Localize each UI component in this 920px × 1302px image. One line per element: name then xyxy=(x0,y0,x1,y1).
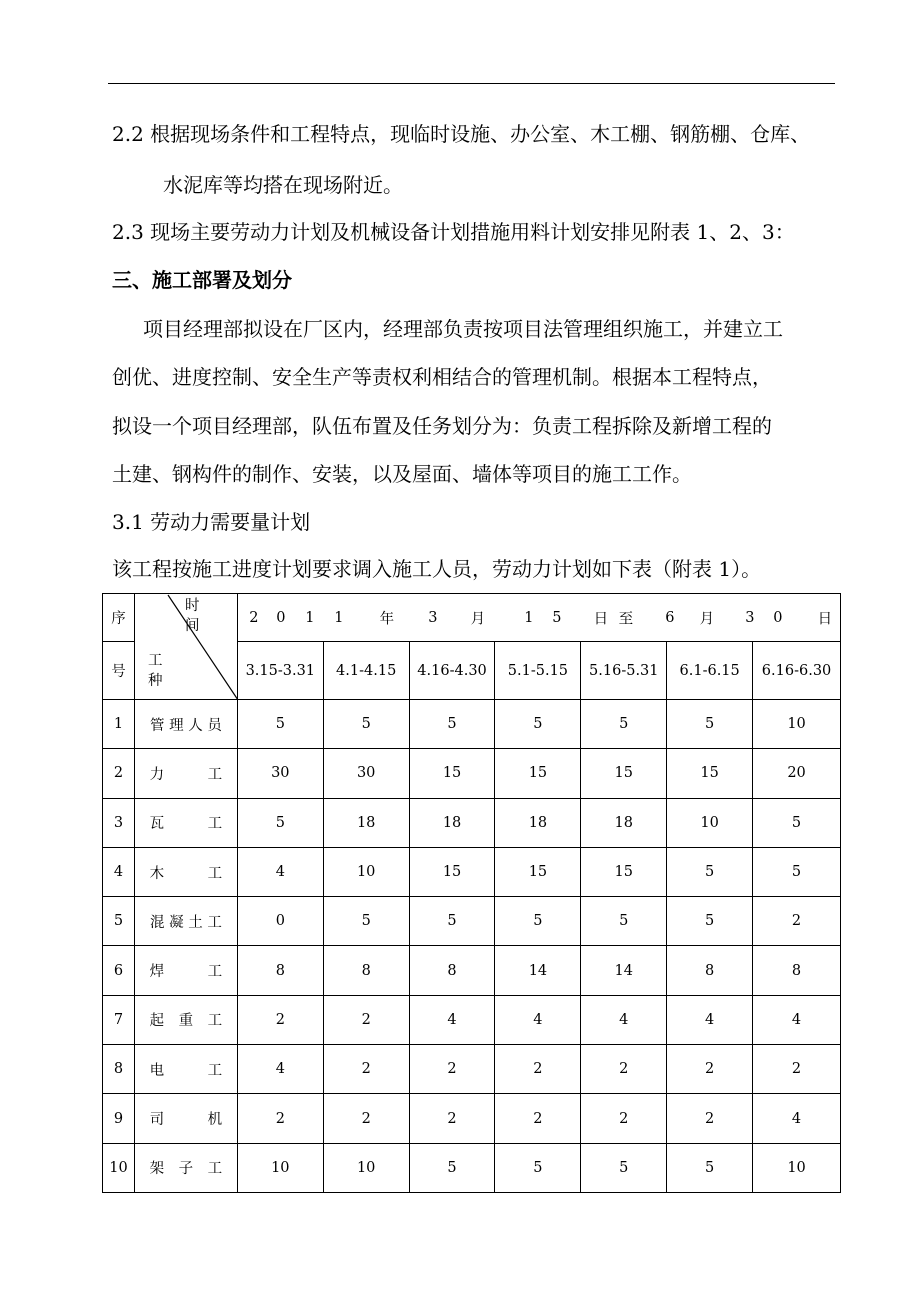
table-row xyxy=(103,1045,841,1094)
row-trade: 焊 工 xyxy=(134,946,237,995)
row-value: 14 xyxy=(581,946,667,995)
diagonal-header-cell xyxy=(134,594,237,700)
row-value: 5 xyxy=(581,700,667,749)
table-row xyxy=(103,700,841,749)
row-value: 8 xyxy=(237,946,323,995)
row-value: 5 xyxy=(667,1143,753,1192)
period-header: 6.1-6.15 xyxy=(667,642,753,700)
paragraph-3-line4: 土建、钢构件的制作、安装，以及屋面、墙体等项目的施工工作。 xyxy=(112,462,692,486)
row-trade: 电 工 xyxy=(134,1045,237,1094)
diag-label-work-2: 种 xyxy=(147,673,163,689)
date-char: 1 xyxy=(305,609,315,626)
row-value: 5 xyxy=(667,847,753,896)
row-value: 18 xyxy=(495,798,581,847)
row-value: 5 xyxy=(667,897,753,946)
row-value: 5 xyxy=(409,700,495,749)
row-value: 10 xyxy=(323,1143,409,1192)
row-value: 5 xyxy=(581,897,667,946)
seq-header-bottom: 号 xyxy=(103,642,135,700)
row-seq: 8 xyxy=(103,1045,135,1094)
row-value: 5 xyxy=(409,897,495,946)
row-trade: 管 理 人 员 xyxy=(134,700,237,749)
row-value: 2 xyxy=(753,1045,841,1094)
row-value: 5 xyxy=(753,798,841,847)
row-value: 8 xyxy=(409,946,495,995)
row-value: 4 xyxy=(753,1094,841,1143)
row-value: 4 xyxy=(237,847,323,896)
table-row xyxy=(103,946,841,995)
row-value: 15 xyxy=(667,749,753,798)
row-value: 5 xyxy=(667,700,753,749)
date-char: 3 xyxy=(428,609,438,626)
row-value: 10 xyxy=(753,700,841,749)
row-value: 10 xyxy=(753,1143,841,1192)
row-value: 2 xyxy=(581,1094,667,1143)
table-row xyxy=(103,798,841,847)
row-seq: 7 xyxy=(103,995,135,1044)
row-value: 2 xyxy=(753,897,841,946)
row-value: 2 xyxy=(237,995,323,1044)
paragraph-2-3: 2.3 现场主要劳动力计划及机械设备计划措施用料计划安排见附表 1、2、3： xyxy=(112,220,795,244)
row-seq: 4 xyxy=(103,847,135,896)
diag-label-time-2: 间 xyxy=(184,618,200,634)
row-seq: 6 xyxy=(103,946,135,995)
paragraph-3-line1: 项目经理部拟设在厂区内，经理部负责按项目法管理组织施工，并建立工 xyxy=(143,317,783,341)
row-value: 2 xyxy=(495,1045,581,1094)
section-heading-3: 三、施工部署及划分 xyxy=(112,268,292,292)
date-range-header xyxy=(237,594,840,642)
row-seq: 1 xyxy=(103,700,135,749)
row-value: 2 xyxy=(409,1045,495,1094)
row-value: 15 xyxy=(409,749,495,798)
date-char: 年 xyxy=(379,611,395,627)
row-value: 18 xyxy=(323,798,409,847)
row-value: 2 xyxy=(667,1045,753,1094)
date-char: 0 xyxy=(773,609,783,626)
row-trade: 力 工 xyxy=(134,749,237,798)
row-value: 8 xyxy=(667,946,753,995)
header-rule xyxy=(108,83,835,84)
table-row xyxy=(103,1143,841,1192)
paragraph-3-line2: 创优、进度控制、安全生产等责权利相结合的管理机制。根据本工程特点， xyxy=(112,365,772,389)
row-value: 5 xyxy=(323,897,409,946)
table-row xyxy=(103,749,841,798)
row-seq: 5 xyxy=(103,897,135,946)
table-row xyxy=(103,847,841,896)
row-seq: 10 xyxy=(103,1143,135,1192)
row-value: 30 xyxy=(323,749,409,798)
row-value: 5 xyxy=(495,1143,581,1192)
period-header: 6.16-6.30 xyxy=(753,642,841,700)
row-seq: 9 xyxy=(103,1094,135,1143)
row-value: 15 xyxy=(581,847,667,896)
date-char: 月 xyxy=(470,611,486,627)
row-value: 5 xyxy=(237,798,323,847)
row-value: 15 xyxy=(581,749,667,798)
date-char: 至 xyxy=(618,611,634,627)
row-trade: 架 子 工 xyxy=(134,1143,237,1192)
row-value: 2 xyxy=(237,1094,323,1143)
date-char: 0 xyxy=(276,609,286,626)
period-header: 5.1-5.15 xyxy=(495,642,581,700)
paragraph-3-line3: 拟设一个项目经理部，队伍布置及任务划分为：负责工程拆除及新增工程的 xyxy=(112,414,772,438)
row-value: 8 xyxy=(753,946,841,995)
row-trade: 混 凝 土 工 xyxy=(134,897,237,946)
subsection-3-1: 3.1 劳动力需要量计划 xyxy=(112,510,311,534)
row-value: 4 xyxy=(581,995,667,1044)
row-value: 30 xyxy=(237,749,323,798)
row-seq: 3 xyxy=(103,798,135,847)
period-header: 4.16-4.30 xyxy=(409,642,495,700)
row-trade: 起 重 工 xyxy=(134,995,237,1044)
row-trade: 木 工 xyxy=(134,847,237,896)
table-row xyxy=(103,1094,841,1143)
row-value: 2 xyxy=(409,1094,495,1143)
row-value: 5 xyxy=(237,700,323,749)
period-header: 5.16-5.31 xyxy=(581,642,667,700)
row-value: 20 xyxy=(753,749,841,798)
row-value: 8 xyxy=(323,946,409,995)
row-trade: 瓦 工 xyxy=(134,798,237,847)
row-value: 2 xyxy=(323,995,409,1044)
paragraph-table-intro: 该工程按施工进度计划要求调入施工人员，劳动力计划如下表（附表 1）。 xyxy=(112,557,762,581)
row-value: 5 xyxy=(581,1143,667,1192)
date-char: 2 xyxy=(249,609,259,626)
row-value: 5 xyxy=(495,897,581,946)
diag-label-time-1: 时 xyxy=(184,598,200,614)
seq-header-top: 序 xyxy=(103,594,135,642)
period-header: 3.15-3.31 xyxy=(237,642,323,700)
row-value: 2 xyxy=(667,1094,753,1143)
date-char: 月 xyxy=(699,611,715,627)
row-value: 2 xyxy=(323,1045,409,1094)
row-value: 4 xyxy=(237,1045,323,1094)
paragraph-2-2-line1: 2.2 根据现场条件和工程特点，现临时设施、办公室、木工棚、钢筋棚、仓库、 xyxy=(112,122,811,146)
row-value: 10 xyxy=(323,847,409,896)
diag-label-work-1: 工 xyxy=(147,653,163,669)
row-value: 10 xyxy=(667,798,753,847)
table-row xyxy=(103,995,841,1044)
row-seq: 2 xyxy=(103,749,135,798)
paragraph-2-2-line2: 水泥库等均搭在现场附近。 xyxy=(163,173,403,197)
row-value: 2 xyxy=(495,1094,581,1143)
row-value: 14 xyxy=(495,946,581,995)
row-value: 0 xyxy=(237,897,323,946)
labor-plan-table xyxy=(102,593,841,1193)
row-value: 5 xyxy=(753,847,841,896)
date-char: 1 xyxy=(334,609,344,626)
row-value: 2 xyxy=(323,1094,409,1143)
row-value: 5 xyxy=(409,1143,495,1192)
row-value: 15 xyxy=(409,847,495,896)
date-char: 日 xyxy=(817,611,833,627)
row-value: 10 xyxy=(237,1143,323,1192)
table-row xyxy=(103,897,841,946)
row-value: 5 xyxy=(495,700,581,749)
row-value: 18 xyxy=(581,798,667,847)
period-header: 4.1-4.15 xyxy=(323,642,409,700)
date-char: 5 xyxy=(552,609,562,626)
date-char: 日 xyxy=(593,611,609,627)
row-value: 4 xyxy=(409,995,495,1044)
row-trade: 司 机 xyxy=(134,1094,237,1143)
row-value: 4 xyxy=(753,995,841,1044)
row-value: 5 xyxy=(323,700,409,749)
date-char: 3 xyxy=(745,609,755,626)
date-char: 6 xyxy=(665,609,675,626)
row-value: 15 xyxy=(495,749,581,798)
row-value: 2 xyxy=(581,1045,667,1094)
row-value: 4 xyxy=(495,995,581,1044)
date-char: 1 xyxy=(524,609,534,626)
row-value: 15 xyxy=(495,847,581,896)
row-value: 18 xyxy=(409,798,495,847)
row-value: 4 xyxy=(667,995,753,1044)
